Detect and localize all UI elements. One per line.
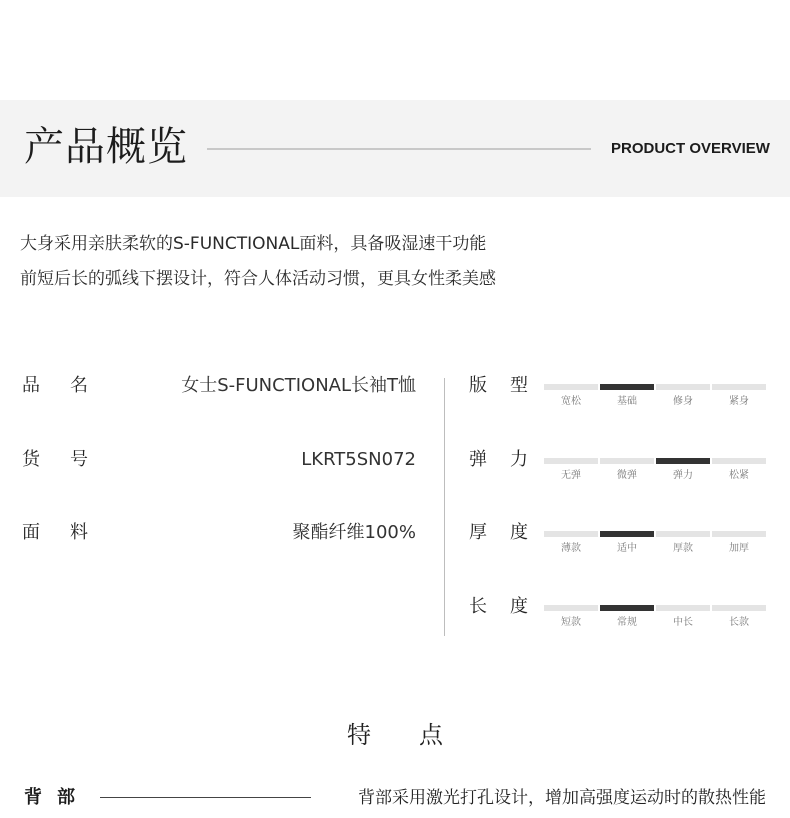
attribute-scale [544,384,768,414]
scale-segment [544,384,598,390]
scale-segment [600,458,654,464]
spec-value-name: 女士S-FUNCTIONAL长袖T恤 [181,375,416,396]
scale-segment [712,605,766,611]
scale-segment [712,458,766,464]
scale-segment [544,458,598,464]
feature-back-divider [100,797,311,798]
scale-option-label: 常规 [617,617,637,628]
spec-value-code: LKRT5SN072 [301,449,416,470]
overview-title: 产品概览 [24,124,188,170]
scale-segment [656,531,710,537]
attribute-label: 长 度 [469,596,528,617]
attribute-label: 弹 力 [469,449,528,470]
scale-segment [544,605,598,611]
scale-option-label: 中长 [673,617,693,628]
attribute-scale [544,458,768,488]
attribute-label: 版 型 [469,375,528,396]
scale-segment [656,384,710,390]
scale-option-label: 薄款 [561,543,581,554]
overview-subtitle: PRODUCT OVERVIEW [611,140,770,157]
scale-segment-selected [600,605,654,611]
overview-banner [0,100,790,197]
attribute-label: 厚 度 [469,522,528,543]
spec-label-fabric: 面 料 [22,522,88,543]
specs-divider [444,378,445,636]
scale-segment-selected [600,384,654,390]
scale-option-label: 无弹 [561,470,581,481]
scale-option-label: 弹力 [673,470,693,481]
spec-value-fabric: 聚酯纤维100% [292,522,416,543]
banner-divider [207,148,591,150]
scale-segment [712,531,766,537]
description-line-1: 大身采用亲肤柔软的S-FUNCTIONAL面料，具备吸湿速干功能 [20,234,487,254]
scale-option-label: 微弹 [617,470,637,481]
scale-segment [712,384,766,390]
features-title: 特 点 [347,721,443,749]
scale-segment-selected [600,531,654,537]
feature-back-label: 背 部 [24,787,75,808]
scale-option-label: 厚款 [673,543,693,554]
scale-option-label: 适中 [617,543,637,554]
scale-option-label: 加厚 [729,543,749,554]
attribute-scale [544,605,768,635]
scale-option-label: 紧身 [729,396,749,407]
description-line-2: 前短后长的弧线下摆设计，符合人体活动习惯，更具女性柔美感 [20,269,496,289]
spec-label-code: 货 号 [22,449,88,470]
feature-back-text: 背部采用激光打孔设计，增加高强度运动时的散热性能 [358,788,766,808]
scale-option-label: 宽松 [561,396,581,407]
spec-label-name: 品 名 [22,375,88,396]
scale-segment-selected [656,458,710,464]
scale-option-label: 短款 [561,617,581,628]
scale-option-label: 修身 [673,396,693,407]
scale-option-label: 长款 [729,617,749,628]
scale-segment [656,605,710,611]
scale-option-label: 基础 [617,396,637,407]
scale-segment [544,531,598,537]
attribute-scale [544,531,768,561]
scale-option-label: 松紧 [729,470,749,481]
